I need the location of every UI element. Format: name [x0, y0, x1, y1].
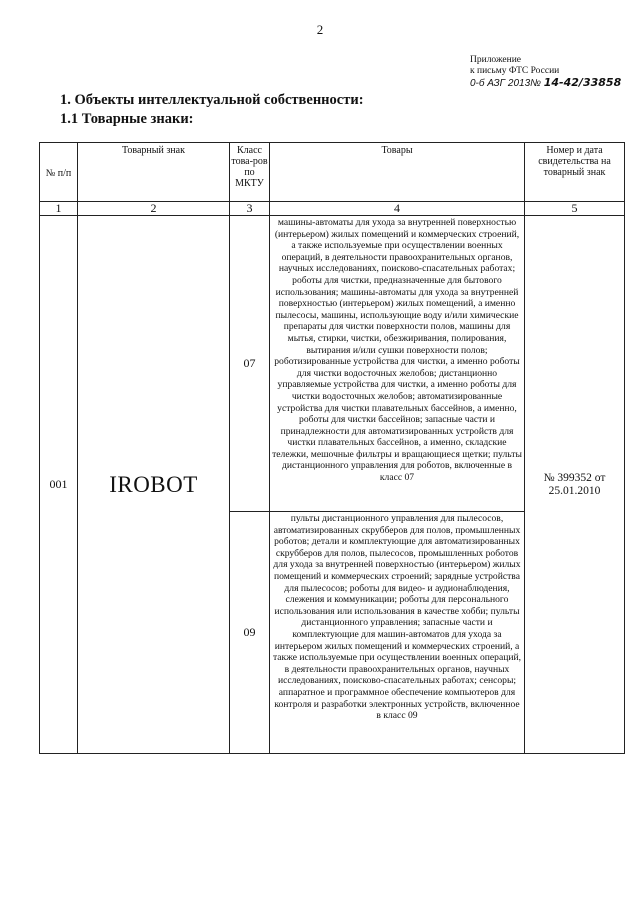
section-heading: 1. Объекты интеллектуальной собственности: — [60, 92, 364, 108]
trademark-name: IROBOT — [78, 216, 230, 754]
header-certificate: Номер и дата свидетельства на товарный знак — [525, 143, 625, 202]
certificate-number: № 399352 от — [543, 471, 606, 484]
appendix-letter: к письму ФТС России — [470, 66, 560, 76]
index-cell: 1 — [40, 202, 78, 216]
header-class: Класс това-ров по МКТУ — [230, 143, 270, 202]
index-cell: 3 — [230, 202, 270, 216]
row-number: 001 — [40, 216, 78, 754]
header-goods: Товары — [270, 143, 525, 202]
index-cell: 4 — [270, 202, 525, 216]
index-cell: 5 — [525, 202, 625, 216]
class-number: 07 — [230, 216, 270, 512]
index-cell: 2 — [78, 202, 230, 216]
trademarks-table — [39, 142, 625, 754]
table-row — [40, 216, 625, 512]
goods-text: пульты дистанционного управления для пылесосов, автоматизированных скрубберов для полов, промышленных роботов; детали и комплектующие для автоматизированных скрубберов для полов, пылесосов, промышленных роботов для ухода за внутренней поверхностью (интерьером) жилых помещений и коммерческих строений; зарядные устройства для пылесосов; роботы для видео- и аудионаблюдения, слежения и коммуникации; роботы для персонального использования или использования в качестве хобби; пульты дистанционного управления; запасные части и комплектующие для машин-автоматов для ухода за интерьером жилых помещений и коммерческих строений, а также используемые при осуществлении военных операций, в деятельности правоохранительных органов, научных исследованиях, поисково-спасательных работах; сенсоры; аппаратное и программное обеспечение компьютеров для контроля и разработки электронных устройств, включенное в класс 09 — [272, 513, 522, 722]
certificate-date: 25.01.2010 — [548, 484, 601, 497]
header-number: № п/п — [40, 143, 78, 202]
table-index-row — [40, 202, 625, 216]
subsection-heading: 1.1 Товарные знаки: — [60, 111, 194, 127]
class-number: 09 — [230, 512, 270, 754]
header-trademark: Товарный знак — [78, 143, 230, 202]
table-header-row — [40, 143, 625, 202]
goods-description — [270, 216, 525, 512]
letter-reference-prefix: 0-б АЗГ 2013№ — [470, 78, 541, 89]
letter-reference-number: 14-42/33858 — [543, 76, 622, 89]
appendix-title: Приложение — [470, 55, 521, 65]
page-number: 2 — [316, 22, 324, 37]
goods-description — [270, 512, 525, 754]
certificate-info — [525, 216, 625, 754]
letter-reference — [470, 77, 621, 89]
goods-text: машины-автоматы для ухода за внутренней поверхностью (интерьером) жилых помещений и коммерческих строений, а также используемые при осуществлении военных операций, в деятельности правоохранительных органов, научных исследованиях, поисково-спасательных работах; роботы для чистки, предназначенные для бытового использования; машины-автоматы для ухода за внутренней поверхностью (интерьером) жилых помещений, а именно пылесосы, машины, использующие воду и/или химические препараты для чистки поверхности полов, машины для мытья, стирки, чистки, обезжиривания, полирования, вытирания и/или сушки поверхности полов; роботизированные устройства для чистки, а именно роботы для чистки водосточных желобов; дистанционно управляемые устройства для чистки, а именно роботы для чистки водосточных желобов; автоматизированные устройства для чистки плавательных бассейнов, а именно, роботы для чистки бассейнов; запасные части и принадлежности для автоматизированных устройств для чистки плавательных бассейнов, а именно, складские тележки, мешочные фильтры и вращающиеся щетки; пульты дистанционного управления для роботов, включенные в класс 07 — [272, 217, 522, 484]
appendix-stamp — [470, 55, 621, 89]
